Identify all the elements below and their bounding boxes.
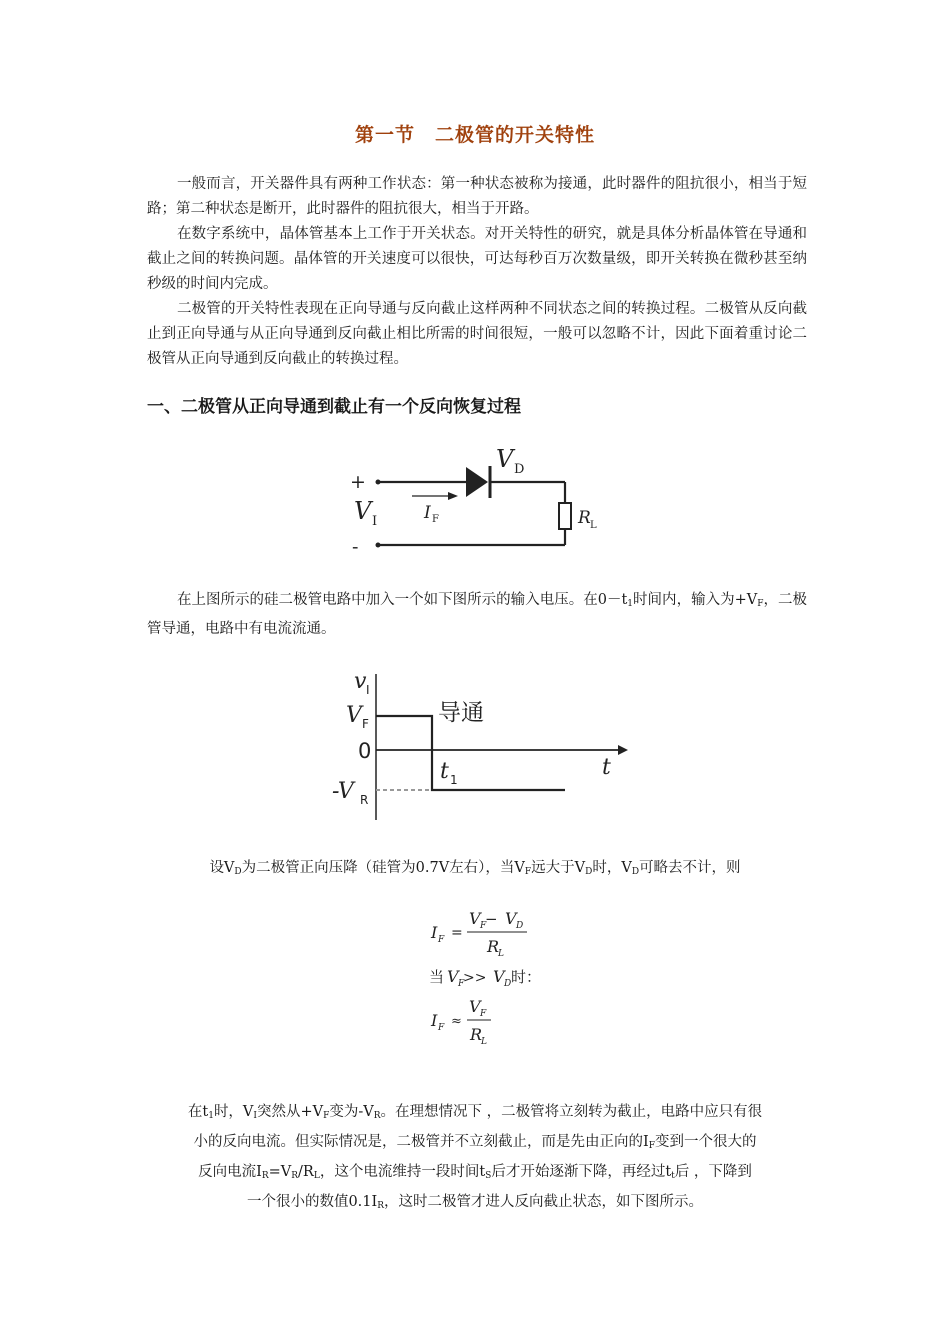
terminal-bottom — [376, 543, 381, 548]
text-run: 反向电流I — [198, 1164, 262, 1180]
minus-label: - — [352, 536, 359, 558]
vi-axis-label: v — [354, 669, 367, 694]
vr-level-label: -V — [332, 779, 354, 804]
text-run: 在上图所示的硅二极管电路中加入一个如下图所示的输入电压。在0－t — [177, 592, 628, 608]
terminal-top — [376, 480, 381, 485]
vi-axis-sub: I — [366, 683, 370, 697]
formula2-if: I — [431, 1011, 438, 1030]
vi-sub-label: I — [372, 514, 378, 529]
text-run: ，这时二极管才进人反向截止状态，如下图所示。 — [384, 1194, 704, 1210]
formula2-num-vf: V — [469, 997, 481, 1016]
formula-num-vf: V — [469, 909, 481, 928]
text-run: 突然从+V — [256, 1104, 324, 1120]
subscript: F — [757, 599, 764, 609]
text-run: 时间内，输入为+V — [633, 592, 758, 608]
formula-num-minus: − — [485, 910, 498, 928]
current-arrowhead — [448, 492, 458, 500]
subscript: t — [671, 1171, 675, 1181]
formula-when-vf: V — [447, 967, 459, 986]
page-title: 第一节 二极管的开关特性 — [354, 124, 595, 146]
subscript: D — [234, 867, 242, 877]
vd-sub-label: D — [514, 462, 525, 477]
intro-paragraph-1: 一般而言，开关器件具有两种工作状态：第一种状态被称为接通，此时器件的阻抗很小，相当于短路；第二种状态是断开，此时器件的阻抗很大，相当于开路。 — [147, 176, 807, 217]
text-run: 后才开始逐渐下降，再经过t — [491, 1164, 672, 1180]
section-heading: 一、二极管从正向导通到截止有一个反向恢复过程 — [147, 397, 521, 417]
subscript: D — [585, 867, 593, 877]
t-axis-label: t — [602, 755, 611, 780]
formula-when-vd-sub: D — [504, 979, 512, 989]
if-label: I — [424, 503, 431, 523]
resistor-symbol — [559, 503, 571, 529]
formula-den-rl-sub: L — [498, 949, 504, 959]
subscript: L — [313, 1171, 320, 1181]
text-run: ，这个电流维持一段时间t — [319, 1164, 486, 1180]
text-run: 一个很小的数值0.1I — [246, 1194, 378, 1210]
formula-when-vd: V — [493, 967, 505, 986]
text-run: 远大于V — [531, 860, 586, 876]
formula-if-sub: F — [438, 935, 445, 945]
subscript: D — [631, 867, 640, 877]
subscript: R — [291, 1171, 299, 1181]
paragraph-line-4 — [140, 1189, 810, 1219]
text-run: 变为-V — [329, 1104, 374, 1120]
input-waveform-line — [376, 716, 565, 790]
formula-num-vd-sub: D — [516, 921, 524, 931]
formula2-approx: ≈ — [451, 1014, 462, 1029]
subscript: F — [524, 867, 532, 877]
subscript: I — [253, 1111, 257, 1121]
text-run: 时，V — [213, 1104, 254, 1120]
text-run: 小的反向电流。但实际情况是，二极管并不立刻截止，而是先由正向的I — [193, 1134, 649, 1150]
subscript: F — [648, 1141, 655, 1151]
zero-label: 0 — [358, 739, 372, 763]
vr-level-sub: R — [360, 793, 369, 807]
paragraph-line-3 — [140, 1159, 810, 1189]
text-run: 时，V — [592, 860, 632, 876]
t1-label: t — [440, 759, 449, 784]
formula-much-greater: >> — [463, 970, 487, 986]
subscript: R — [261, 1171, 269, 1181]
formula-num-vd: V — [505, 909, 517, 928]
text-run: 后 ，下降到 — [674, 1164, 752, 1180]
intro-paragraph-2: 在数字系统中，晶体管基本上工作于开关状态。对开关特性的研究，就是具体分析晶体管在导通和截止之间的转换问题。晶体管的开关速度可以很快，可达每秒百万次数量级，即开关转换在微秒甚至纳秒级的时间内完成。 — [147, 226, 807, 292]
subscript: S — [485, 1171, 492, 1181]
vf-level-sub: F — [362, 717, 369, 731]
formula-equals: = — [451, 925, 463, 941]
if-sub-label: F — [432, 514, 439, 525]
plus-label: + — [350, 471, 366, 493]
text-run: =V — [268, 1164, 292, 1180]
diode-circuit-diagram — [340, 445, 610, 560]
intro-paragraph-3: 二极管的开关特性表现在正向导通与反向截止这样两种不同状态之间的转换过程。二极管从反向截止到正向导通与从正向导通到反向截止相比所需的时间很短，一般可以忽略不计，因此下面着重讨论二极管从正向导通到反向截止的转换过程。 — [147, 301, 807, 367]
rl-sub-label: L — [590, 520, 597, 531]
text-run: 变到一个很大的 — [654, 1134, 757, 1150]
text-run: ，二极管导通，电路中有电流流通。 — [147, 592, 807, 637]
input-voltage-paragraph — [147, 588, 807, 642]
reverse-recovery-paragraph — [140, 1099, 810, 1219]
formula-if: I — [431, 923, 438, 942]
rl-label: R — [578, 508, 591, 528]
subscript: 1 — [208, 1111, 214, 1121]
formula2-num-vf-sub: F — [480, 1009, 487, 1019]
text-run: /R — [298, 1164, 314, 1180]
paragraph-line-1 — [140, 1099, 810, 1129]
formula-when-end: 时： — [511, 968, 542, 986]
paragraph-line-2 — [140, 1129, 810, 1159]
conduction-state-label: 导通 — [438, 700, 484, 726]
vd-label: V — [496, 445, 514, 473]
diode-symbol — [466, 467, 488, 497]
formula-when-vf-sub: F — [458, 979, 465, 989]
text-run: 设V — [209, 860, 235, 876]
x-axis-arrow — [618, 745, 628, 755]
formula-num-vf-sub: F — [480, 921, 487, 931]
text-run: 。在理想情况下 ，二极管将立刻转为截止，电路中应只有很 — [380, 1104, 763, 1120]
formula-den-rl: R — [487, 937, 500, 956]
t1-sub: 1 — [450, 773, 458, 787]
vf-level-label: V — [346, 703, 362, 728]
vi-label: V — [354, 497, 372, 525]
formula2-den-rl-sub: L — [481, 1037, 487, 1047]
input-voltage-waveform — [320, 668, 640, 828]
diode-drop-paragraph — [130, 856, 820, 885]
formula-when: 当 — [429, 968, 445, 986]
current-formula — [425, 902, 575, 1050]
text-run: 为二极管正向压降（硅管为0.7V左右），当V — [241, 860, 525, 876]
formula2-den-rl: R — [470, 1025, 483, 1044]
subscript: R — [373, 1111, 381, 1121]
subscript: 1 — [627, 599, 634, 609]
subscript: R — [377, 1201, 385, 1211]
text-run: 在t — [187, 1104, 209, 1120]
subscript: F — [323, 1111, 330, 1121]
text-run: 可略去不计，则 — [639, 860, 741, 876]
formula2-if-sub: F — [438, 1023, 445, 1033]
